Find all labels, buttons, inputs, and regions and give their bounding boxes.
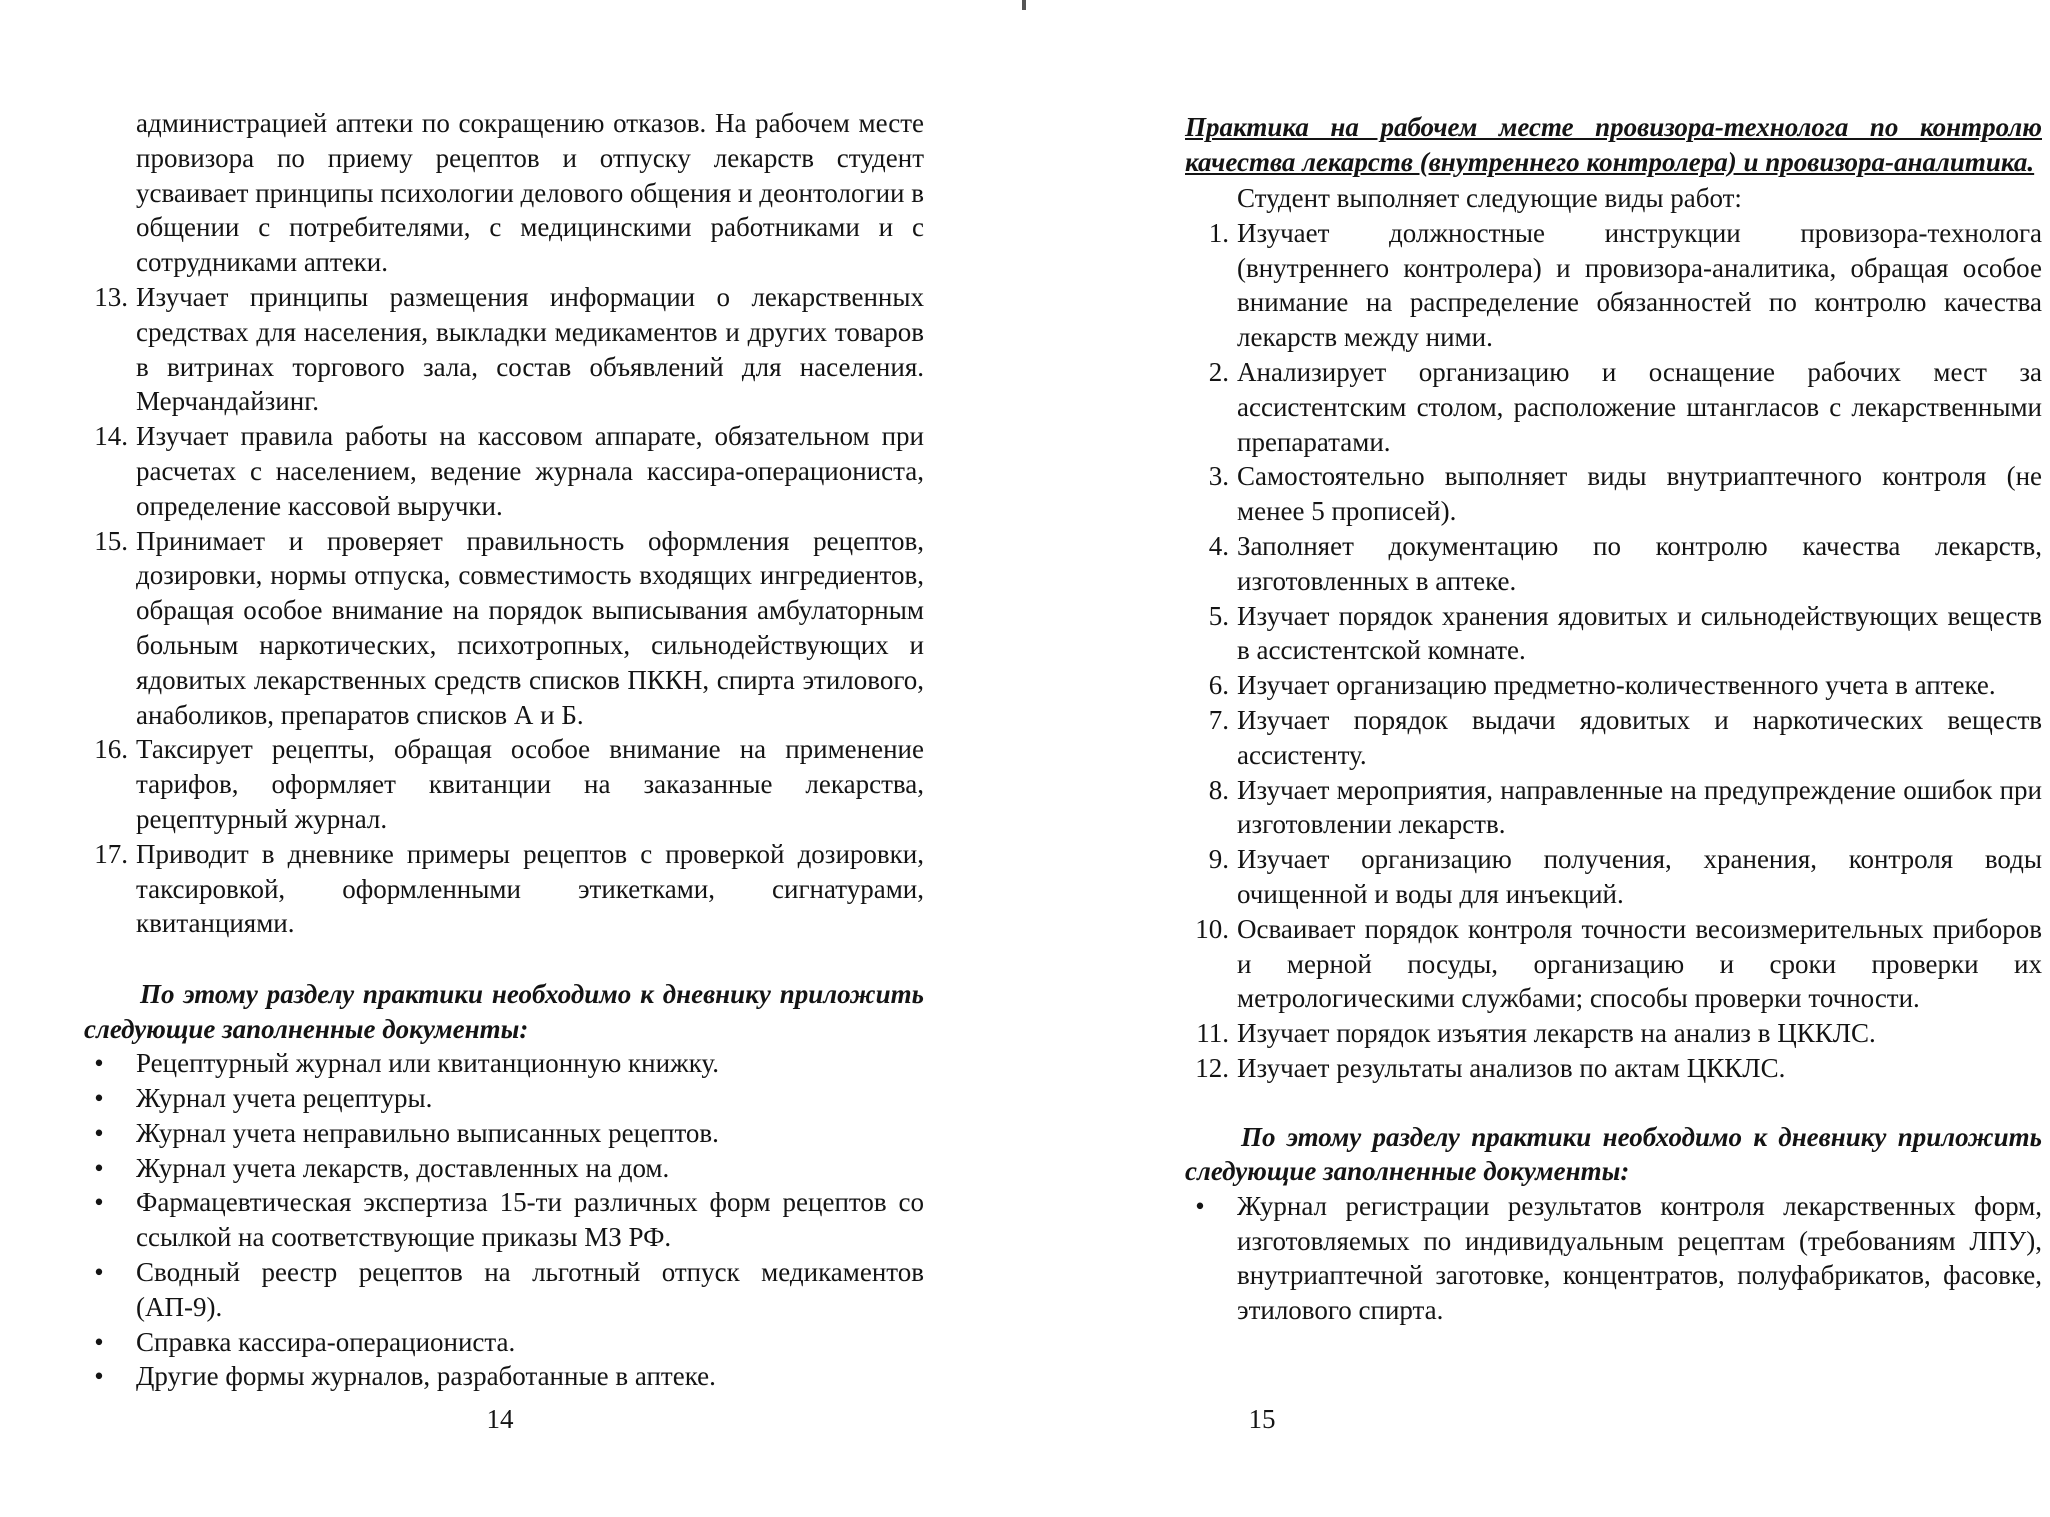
item-text: Самостоятельно выполняет виды внутриаптечного контроля (не менее 5 прописей). — [1237, 461, 2042, 527]
item-number: 7. — [1208, 704, 1229, 735]
item-text: Изучает порядок хранения ядовитых и сильнодействующих веществ в ассистентской комнате. — [1237, 600, 2042, 666]
item-text: Изучает мероприятия, направленные на предупреждение ошибок при изготовлении лекарств. — [1237, 774, 2042, 840]
item-text: Изучает организацию предметно-количественного учета в аптеке. — [1237, 670, 1996, 701]
document-list-item — [84, 1151, 924, 1186]
item-text: Принимает и проверяет правильность оформления рецептов, дозировки, нормы отпуска, совместимость входящих ингредиентов, обращая особое внимание на порядок выписывания амбулаторным больным наркотических, психотропных, сильнодействующих и ядовитых лекарственных средств списков ПККН, спирта этилового, анаболиков, препаратов списков А и Б. — [136, 525, 924, 730]
bullet-icon: • — [94, 1048, 104, 1079]
item-text: Изучает принципы размещения информации о лекарственных средствах для населения, выкладки медикаментов и других товаров в витринах торгового зала, состав объявлений для населения. Мерчандайзинг. — [136, 281, 924, 417]
item-number: 10. — [1195, 913, 1229, 944]
list-item-9 — [1185, 842, 2042, 912]
item-text: Изучает должностные инструкции провизора-технолога (внутреннего контролера) и провизора-аналитика, обращая особое внимание на распределение обязанностей по контролю качества лекарств между ними. — [1237, 217, 2042, 353]
list-item-6 — [1185, 668, 2042, 703]
document-list-item — [84, 1116, 924, 1151]
item-number: 11. — [1196, 1018, 1229, 1049]
list-item-3 — [1185, 459, 2042, 529]
document-text: Журнал учета неправильно выписанных рецептов. — [136, 1117, 719, 1148]
list-item-16 — [84, 732, 924, 836]
document-text: Журнал учета лекарств, доставленных на дом. — [136, 1152, 670, 1183]
item-number: 12. — [1195, 1052, 1229, 1083]
item-text: Изучает правила работы на кассовом аппарате, обязательном при расчетах с населением, ведение журнала кассира-операциониста, определение кассовой выручки. — [136, 421, 924, 521]
right-page-text-column — [1185, 110, 2042, 1328]
item-text: Изучает порядок выдачи ядовитых и наркотических веществ ассистенту. — [1237, 704, 2042, 770]
item-text: Приводит в дневнике примеры рецептов с проверкой дозировки, таксировкой, оформленными этикетками, сигнатурами, квитанциями. — [136, 838, 924, 939]
list-item-17 — [84, 837, 924, 941]
document-list-item — [84, 1359, 924, 1394]
page-number-left: 14 — [486, 1404, 514, 1434]
right-page — [1025, 0, 2050, 1517]
document-list-item — [1185, 1189, 2042, 1328]
document-list-item — [84, 1185, 924, 1255]
item-text: Осваивает порядок контроля точности весоизмерительных приборов и мерной посуды, организацию и сроки проверки их метрологическими службами; способы проверки точности. — [1237, 913, 2042, 1014]
document-list-item — [84, 1255, 924, 1325]
document-text: Рецептурный журнал или квитанционную книжку. — [136, 1048, 719, 1079]
list-item-7 — [1185, 703, 2042, 773]
item-text: Изучает организацию получения, хранения, контроля воды очищенной и воды для инъекций. — [1237, 844, 2042, 909]
document-list-item — [84, 1081, 924, 1116]
bullet-icon: • — [94, 1256, 104, 1287]
document-text: Справка кассира-операциониста. — [136, 1326, 516, 1357]
list-item-5 — [1185, 599, 2042, 669]
document-text: Сводный реестр рецептов на льготный отпуск медикаментов (АП-9). — [136, 1256, 924, 1322]
bullet-icon: • — [94, 1361, 104, 1392]
left-page-text-column — [84, 106, 924, 1394]
document-text: Журнал учета рецептуры. — [136, 1082, 433, 1113]
item-number: 8. — [1208, 774, 1229, 805]
bullet-icon: • — [94, 1187, 104, 1218]
bullet-icon: • — [94, 1152, 104, 1183]
document-text: Другие формы журналов, разработанные в аптеке. — [136, 1361, 716, 1392]
item-number: 1. — [1208, 217, 1229, 248]
item-number: 15. — [94, 525, 128, 556]
item-number: 14. — [94, 421, 128, 452]
list-item-10 — [1185, 912, 2042, 1016]
list-item-1 — [1185, 216, 2042, 355]
list-item-13 — [84, 280, 924, 419]
continued-paragraph: администрацией аптеки по сокращению отказов. На рабочем месте провизора по приему рецептов и отпуску лекарств студент усваивает принципы психологии делового общения и деонтологии в общении с потребителями, с медицинскими работниками и с сотрудниками аптеки. — [136, 108, 924, 278]
list-item-8 — [1185, 773, 2042, 843]
item-number: 16. — [94, 734, 128, 765]
item-text: Анализирует организацию и оснащение рабочих мест за ассистентским столом, расположение штангласов с лекарственными препаратами. — [1237, 356, 2042, 457]
item-number: 3. — [1208, 461, 1229, 492]
item-number: 9. — [1208, 844, 1229, 875]
bullet-icon: • — [94, 1326, 104, 1357]
section-intro: Студент выполняет следующие виды работ: — [1237, 183, 1742, 213]
item-text: Заполняет документацию по контролю качества лекарств, изготовленных в аптеке. — [1237, 530, 2042, 596]
item-text: Таксирует рецепты, обращая особое внимание на применение тарифов, оформляет квитанции на заказанные лекарства, рецептурный журнал. — [136, 734, 924, 834]
list-item-2 — [1185, 355, 2042, 459]
bullet-icon: • — [94, 1082, 104, 1113]
item-number: 17. — [94, 838, 128, 869]
list-item-11 — [1185, 1016, 2042, 1051]
item-number: 4. — [1208, 530, 1229, 561]
list-item-14 — [84, 419, 924, 523]
bullet-icon: • — [1195, 1190, 1205, 1221]
section-heading: Практика на рабочем месте провизора-технолога по контролю качества лекарств (внутреннего контролера) и провизора-аналитика. — [1185, 112, 2042, 177]
item-number: 13. — [94, 281, 128, 312]
documents-heading: По этому разделу практики необходимо к дневнику приложить следующие заполненные документы: — [84, 979, 924, 1044]
item-number: 5. — [1208, 600, 1229, 631]
list-item-12 — [1185, 1051, 2042, 1086]
item-number: 2. — [1208, 356, 1229, 387]
document-list-item — [84, 1325, 924, 1360]
item-number: 6. — [1208, 670, 1229, 701]
document-text: Журнал регистрации результатов контроля лекарственных форм, изготовляемых по индивидуальным рецептам (требованиям ЛПУ), внутриаптечной заготовке, концентратов, полуфабрикатов, фасовке, этилового спирта. — [1237, 1190, 2042, 1326]
document-text: Фармацевтическая экспертиза 15-ти различных форм рецептов со ссылкой на соответствующие приказы МЗ РФ. — [136, 1187, 924, 1253]
item-text: Изучает результаты анализов по актам ЦККЛС. — [1237, 1052, 1786, 1083]
list-item-4 — [1185, 529, 2042, 599]
documents-heading: По этому разделу практики необходимо к дневнику приложить следующие заполненные документы: — [1185, 1121, 2042, 1187]
bullet-icon: • — [94, 1117, 104, 1148]
document-list-item — [84, 1046, 924, 1081]
list-item-15 — [84, 524, 924, 733]
item-text: Изучает порядок изъятия лекарств на анализ в ЦККЛС. — [1237, 1018, 1876, 1049]
page-number-right: 15 — [1248, 1404, 1276, 1434]
